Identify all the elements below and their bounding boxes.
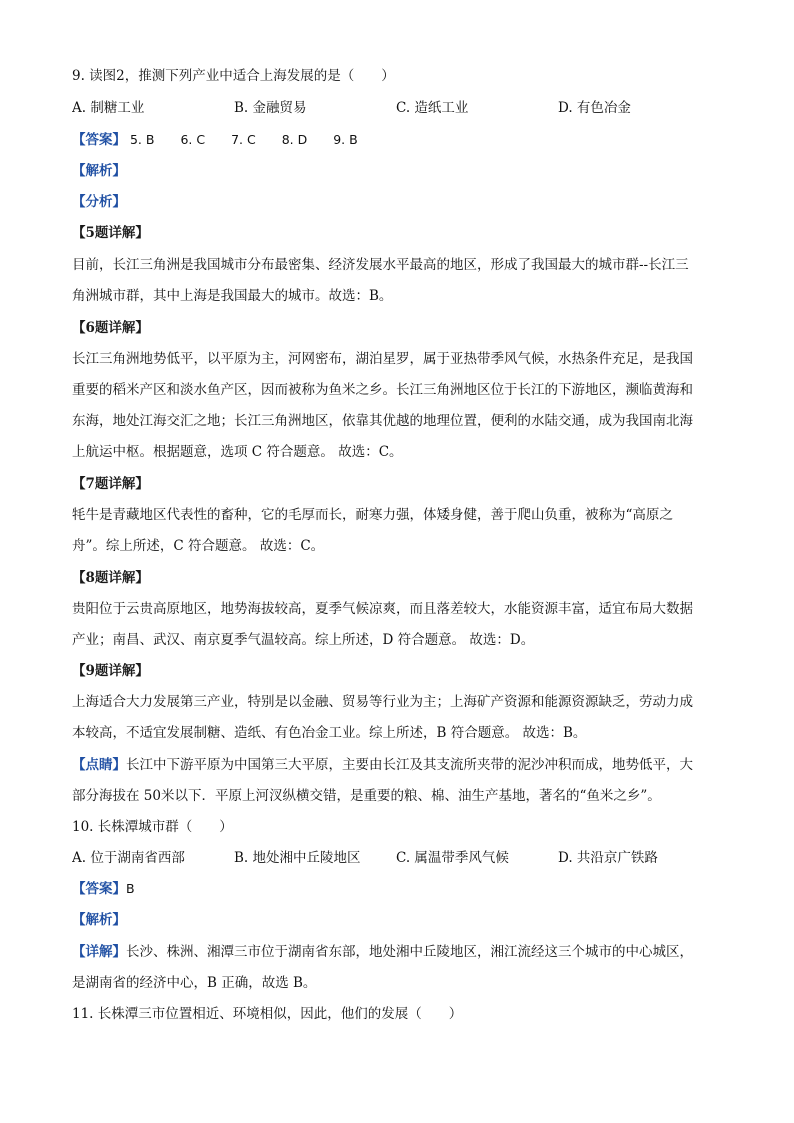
d6-heading: 【6题详解】 <box>72 320 149 336</box>
jiexi-heading: 【解析】 <box>72 163 126 179</box>
q10-option-a: A. 位于湖南省西部 <box>72 850 185 866</box>
q10-options <box>72 848 722 868</box>
answer-item: 7. C <box>231 132 256 147</box>
q10-option-b: B. 地处湘中丘陵地区 <box>234 850 361 866</box>
q10-option-d: D. 共沿京广铁路 <box>558 850 658 866</box>
q10-xiangjie-line: 【详解】长沙、株洲、湘潭三市位于湖南省东部，地处湘中丘陵地区，湘江流经这三个城市的中心城区， <box>72 944 693 960</box>
dianjing-line: 部分海拔在 50米以下．平原上河汊纵横交错，是重要的粮、棉、油生产基地，著名的“鱼米之乡”。 <box>72 788 661 804</box>
q10-jiexi-heading: 【解析】 <box>72 912 126 928</box>
d9-heading: 【9题详解】 <box>72 663 149 679</box>
d8-line: 贵阳位于云贵高原地区，地势海拔较高，夏季气候凉爽，而且落差较大，水能资源丰富，适宜布局大数据 <box>72 601 693 617</box>
d9-line: 上海适合大力发展第三产业，特别是以金融、贸易等行业为主；上海矿产资源和能源资源缺乏，劳动力成 <box>72 694 693 710</box>
d7-line: 牦牛是青藏地区代表性的畜种，它的毛厚而长，耐寒力强，体矮身健，善于爬山负重，被称为“高原之 <box>72 507 673 523</box>
q9-options <box>72 98 722 118</box>
dianjing-label: 【点睛】 <box>72 757 126 773</box>
answer-item: 6. C <box>180 132 206 147</box>
q10-answer: B <box>126 881 135 896</box>
d5-line: 角洲城市群，其中上海是我国最大的城市。故选：B。 <box>72 288 393 304</box>
q10-xiangjie-line: 是湖南省的经济中心，B 正确，故选 B。 <box>72 975 317 991</box>
q10-stem: 10. 长株潭城市群（ ） <box>72 819 233 835</box>
q10-answer-line: 【答案】B <box>72 881 135 897</box>
q10-xiangjie-label: 【详解】 <box>72 944 126 960</box>
dianjing-line: 【点睛】长江中下游平原为中国第三大平原，主要由长江及其支流所夹带的泥沙冲积而成，地势低平，大 <box>72 757 693 773</box>
d6-line: 长江三角洲地势低平，以平原为主，河网密布，湖泊星罗，属于亚热带季风气候，水热条件充足，是我国 <box>72 351 693 367</box>
answer-item: 8. D <box>281 132 308 147</box>
d5-line: 目前，长江三角洲是我国城市分布最密集、经济发展水平最高的地区，形成了我国最大的城市群--长江三 <box>72 257 689 273</box>
q9-option-d: D. 有色冶金 <box>558 100 631 116</box>
d8-line: 产业；南昌、武汉、南京夏季气温较高。综上所述，D 符合题意。 故选：D。 <box>72 632 535 648</box>
d6-line: 重要的稻米产区和淡水鱼产区，因而被称为鱼米之乡。长江三角洲地区位于长江的下游地区，濒临黄海和 <box>72 382 693 398</box>
q9-option-a: A. 制糖工业 <box>72 100 145 116</box>
fenxi-heading: 【分析】 <box>72 194 126 210</box>
d7-line: 舟”。综上所述，C 符合题意。 故选：C。 <box>72 538 325 554</box>
d5-heading: 【5题详解】 <box>72 225 149 241</box>
d6-line: 上航运中枢。根据题意，选项 C 符合题意。 故选：C。 <box>72 444 403 460</box>
d6-line: 东海，地处江海交汇之地；长江三角洲地区，依靠其优越的地理位置，便利的水陆交通，成为我国南北海 <box>72 413 693 429</box>
q9-stem: 9. 读图2，推测下列产业中适合上海发展的是（ ） <box>72 68 395 84</box>
q9-option-b: B. 金融贸易 <box>234 100 307 116</box>
answer-label: 【答案】 <box>72 132 126 148</box>
q9-option-c: C. 造纸工业 <box>396 100 469 116</box>
d8-heading: 【8题详解】 <box>72 570 149 586</box>
q11-stem: 11. 长株潭三市位置相近、环境相似，因此，他们的发展（ ） <box>72 1006 463 1022</box>
d9-line: 本较高，不适宜发展制糖、造纸、有色冶金工业。综上所述，B 符合题意。 故选：B。 <box>72 725 587 741</box>
answer-item: 9. B <box>333 132 358 147</box>
d7-heading: 【7题详解】 <box>72 476 149 492</box>
q10-option-c: C. 属温带季风气候 <box>396 850 509 866</box>
answer-item: 5. B <box>129 132 155 147</box>
answer-line <box>72 130 722 150</box>
